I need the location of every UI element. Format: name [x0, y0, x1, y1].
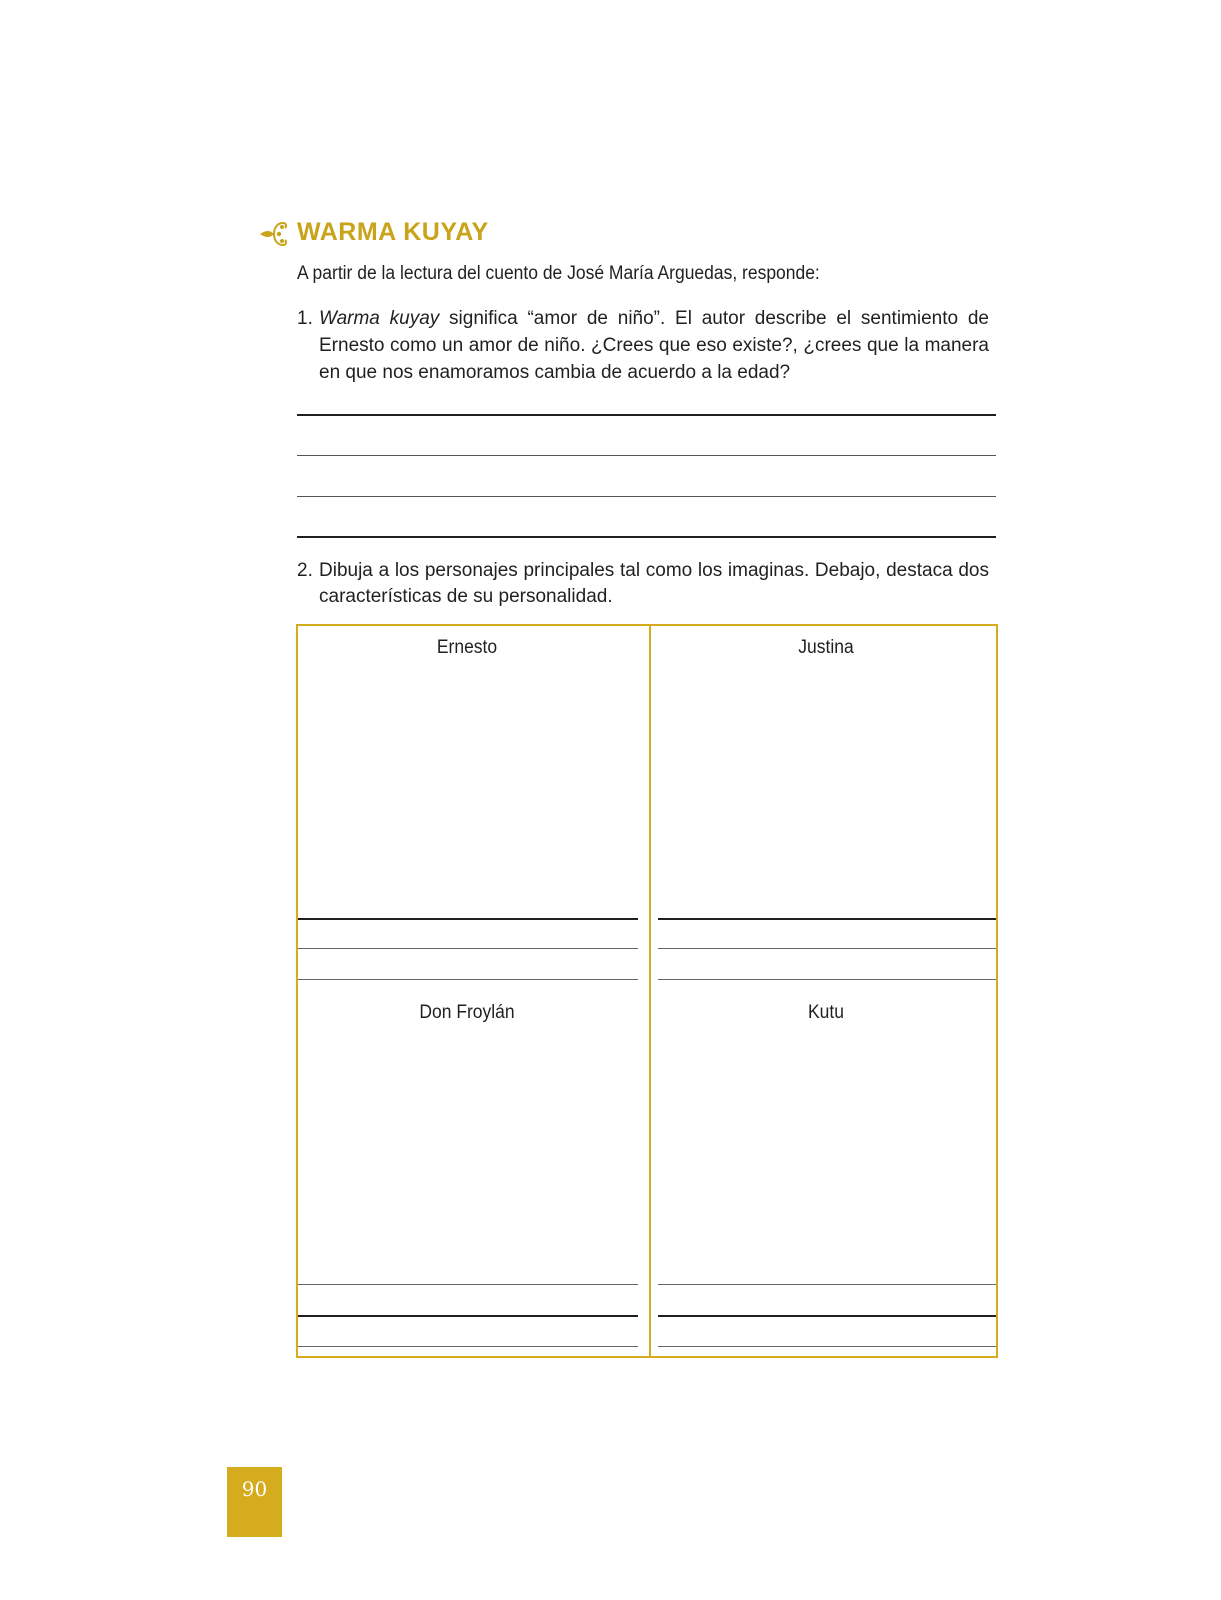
answer-line[interactable]: [297, 414, 996, 416]
character-drawing-grid: [296, 624, 998, 1358]
trait-line[interactable]: [658, 979, 996, 980]
character-label-don-froylan: Don Froylán: [419, 1002, 515, 1023]
question-2-text: Dibuja a los personajes principales tal como los imaginas. Debajo, destaca dos características de su personalidad.: [319, 560, 989, 607]
section-title: WARMA KUYAY: [297, 218, 489, 246]
fleuron-icon: [258, 219, 288, 249]
trait-line[interactable]: [298, 918, 638, 920]
trait-line[interactable]: [658, 918, 996, 920]
question-1-number: 1.: [297, 308, 313, 329]
trait-line[interactable]: [298, 1284, 638, 1285]
character-label-ernesto: Ernesto: [436, 637, 498, 658]
trait-line[interactable]: [658, 948, 996, 949]
trait-line[interactable]: [298, 1346, 638, 1347]
trait-line[interactable]: [658, 1346, 996, 1347]
grid-divider: [649, 626, 651, 1356]
answer-line[interactable]: [297, 496, 996, 497]
question-2: [297, 558, 989, 610]
intro-text: A partir de la lectura del cuento de José María Arguedas, responde:: [297, 263, 820, 284]
trait-line[interactable]: [298, 948, 638, 949]
character-label-kutu: Kutu: [808, 1002, 844, 1023]
question-2-number: 2.: [297, 560, 313, 581]
trait-line[interactable]: [298, 1315, 638, 1317]
page-number: 90: [241, 1477, 268, 1501]
answer-line[interactable]: [297, 536, 996, 538]
question-1: [297, 305, 989, 386]
question-1-body: [319, 305, 989, 386]
question-1-text: significa “amor de niño”. El autor describe el sentimiento de Ernesto como un amor de niño. ¿Crees que eso existe?, ¿crees que la manera en que nos enamoramos cambia de acuerdo a la edad?: [319, 308, 989, 383]
question-1-italic-term: Warma kuyay: [319, 308, 440, 329]
character-label-justina: Justina: [798, 637, 854, 658]
answer-line[interactable]: [297, 455, 996, 456]
page-number-tab: [227, 1467, 282, 1537]
trait-line[interactable]: [658, 1284, 996, 1285]
trait-line[interactable]: [298, 979, 638, 980]
trait-line[interactable]: [658, 1315, 996, 1317]
